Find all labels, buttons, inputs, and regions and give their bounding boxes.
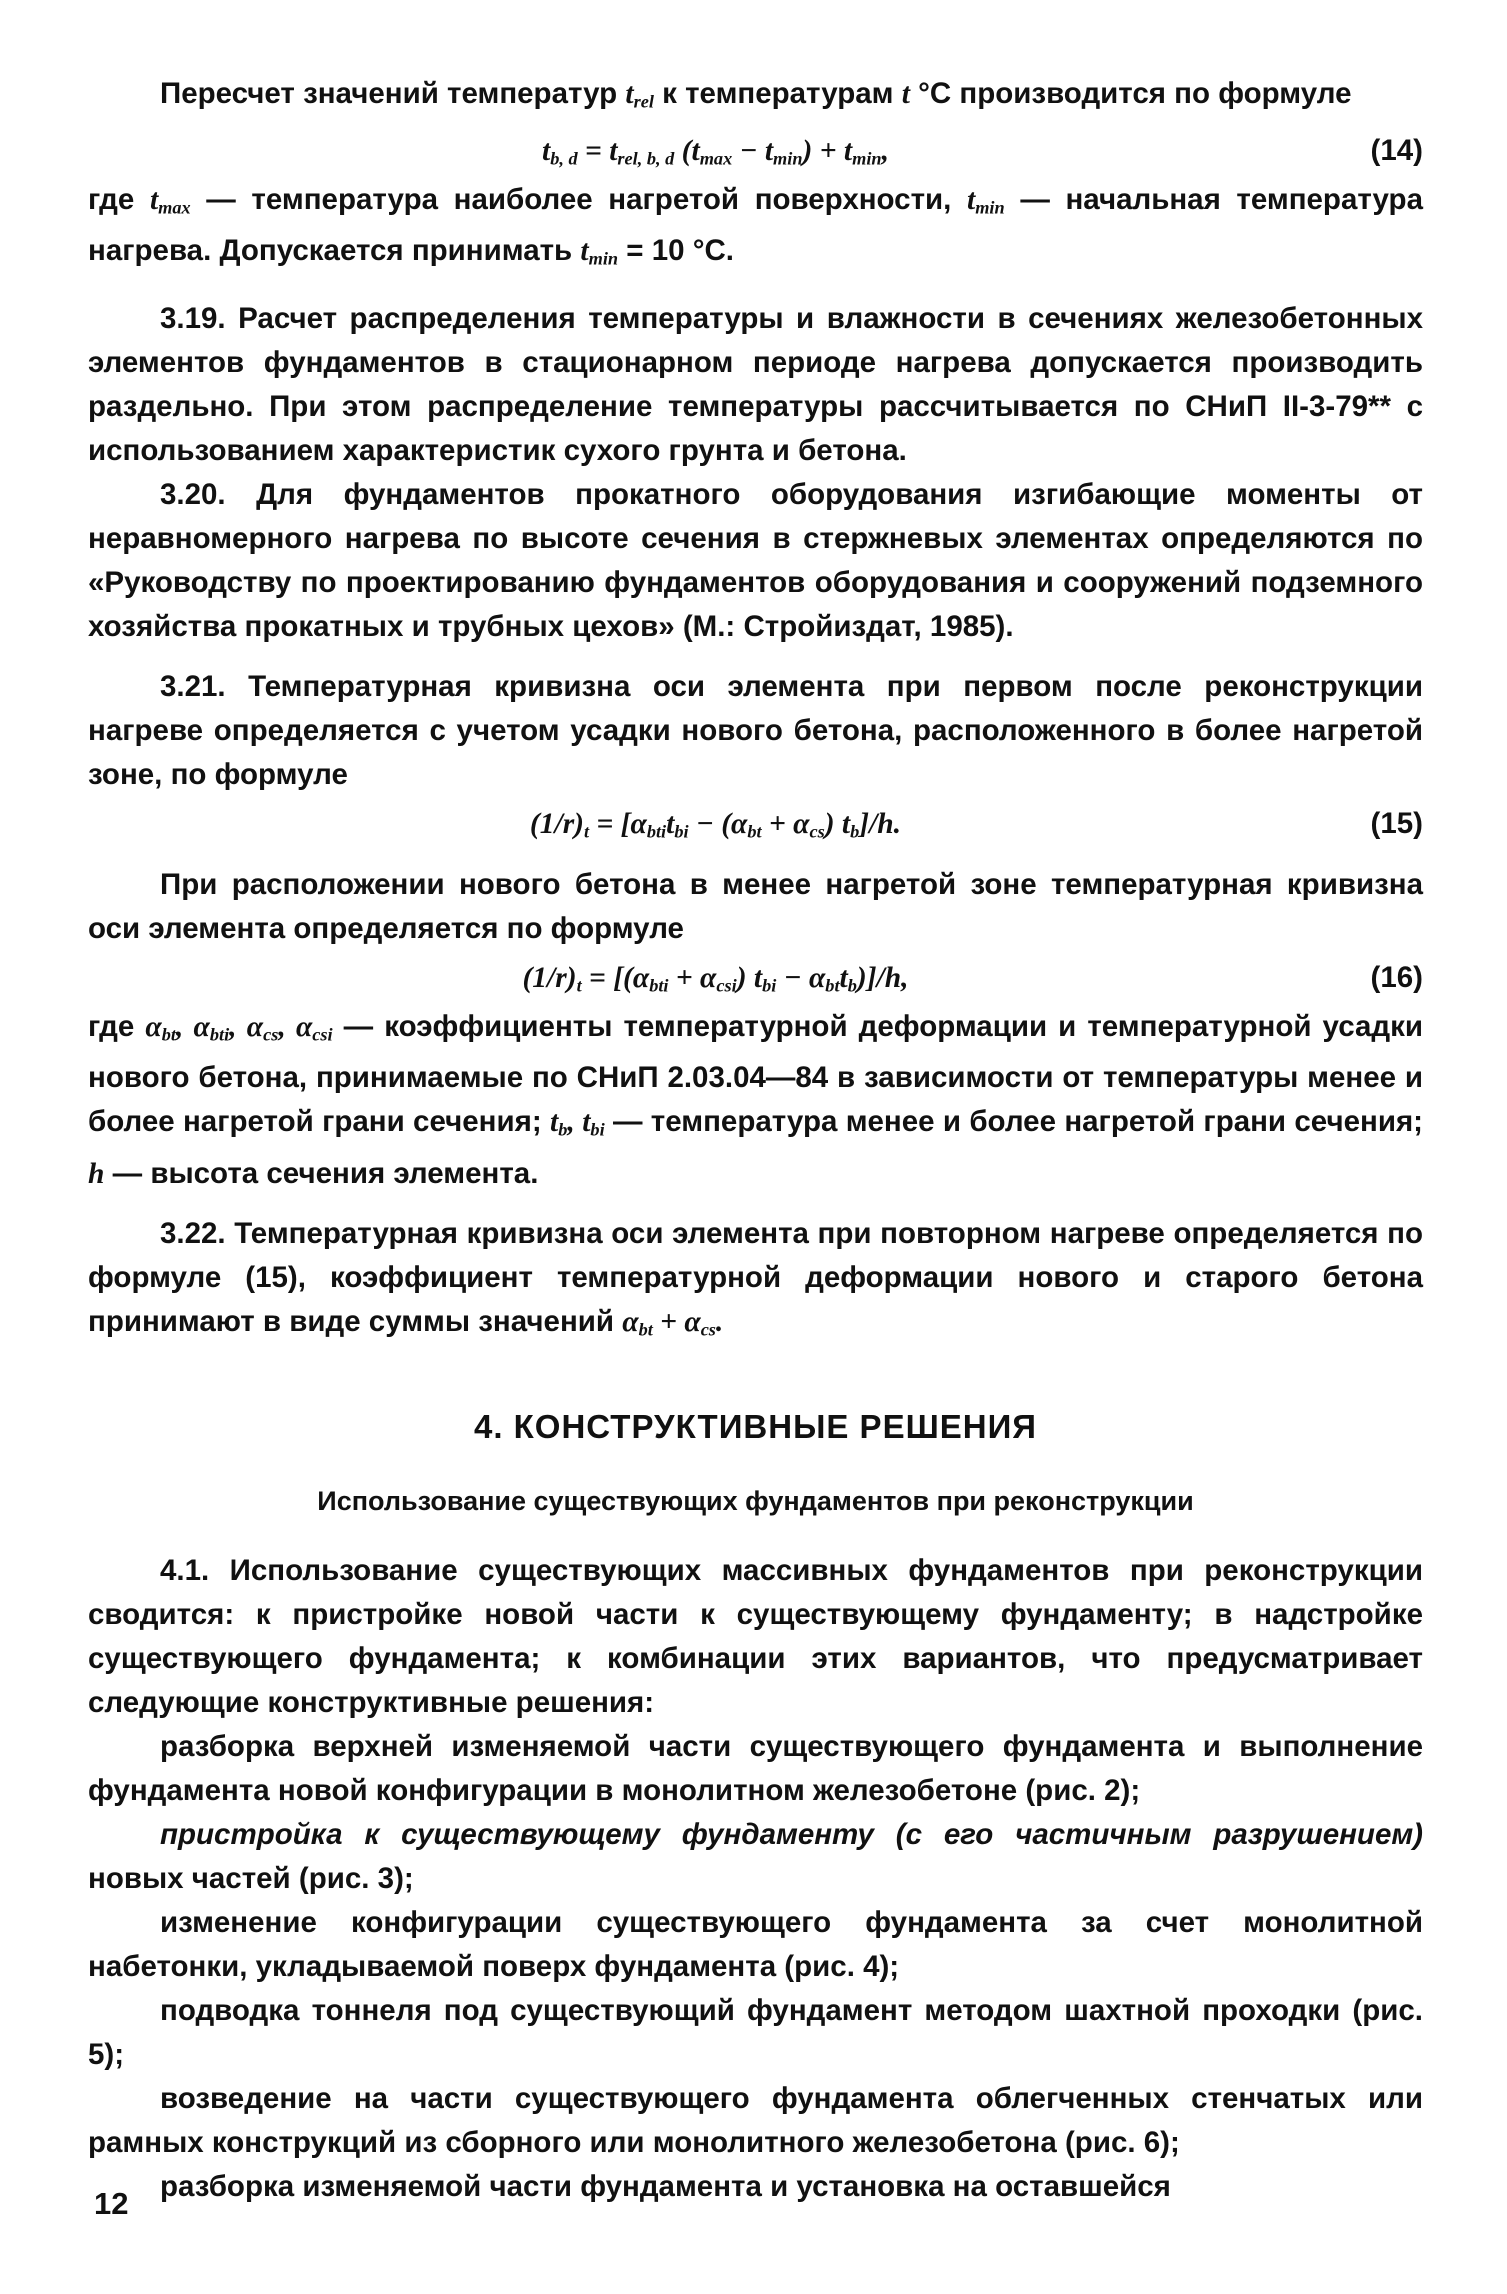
list-item: разборка изменяемой части фундамента и установка на оставшейся bbox=[160, 2170, 1171, 2204]
paragraph-where-14: где $t_{max}$ — температура наиболее нагретой поверхности, $t_{min}$ — начальная температура нагрева. Допускается принимать $t_{min} = 10$ °С. bbox=[88, 182, 1423, 269]
paragraph-where-16: где $\alpha_{bt}$, $\alpha_{bti}$, $\alpha_{cs}$, $\alpha_{csi}$ — коэффициенты температурной деформации и температурной усадки нового бетона, принимаемые по СНиП 2.03.04—84 в зависимости от температуры менее и более нагретой грани сечения; $t_b$, $t_{bi}$ — температура менее и более нагретой грани сечения; h — высота сечения элемента. bbox=[88, 1009, 1423, 1190]
paragraph-3-21: 3.21. Температурная кривизна оси элемента при первом после реконструкции нагреве определяется с учетом усадки нового бетона, расположенного в более нагретой зоне, по формуле bbox=[88, 669, 1423, 791]
formula-15: $(1/r)_t = [\alpha_{bti}t_{bi} - (\alpha_{bt} + \alpha_{cs})$ $t_b]/h$. (15) bbox=[88, 801, 1423, 847]
formula-number: (15) bbox=[1370, 806, 1423, 840]
list-item: возведение на части существующего фундамента облегченных стенчатых или рамных конструкций из сборного или монолитного железобетона (рис. 6); bbox=[88, 2082, 1423, 2160]
page-body bbox=[88, 72, 1423, 2209]
section-title: 4. КОНСТРУКТИВНЫЕ РЕШЕНИЯ bbox=[473, 1408, 1038, 1446]
paragraph-3-20: 3.20. Для фундаментов прокатного оборудования изгибающие моменты от неравномерного нагрева по высоте сечения в стержневых элементах определяются по «Руководству по проектированию фундаментов оборудования и сооружений подземного хозяйства прокатных и трубных цехов» (М.: Стройиздат, 1985). bbox=[88, 477, 1423, 643]
list-item: подводка тоннеля под существующий фундамент методом шахтной проходки (рис. 5); bbox=[88, 1994, 1423, 2072]
list-item-italic: пристройка к существующему фундаменту (с его частичным разрушением) новых частей (рис. 3); bbox=[88, 1818, 1423, 1896]
subsection-title: Использование существующих фундаментов при реконструкции bbox=[317, 1486, 1194, 1517]
formula-14: $t_{b, d} = t_{rel, b, d}$ $(t_{max} - t_{min}) + t_{min}$, (14) bbox=[88, 128, 1423, 174]
paragraph-3-19: 3.19. Расчет распределения температуры и влажности в сечениях железобетонных элементов фундаментов в стационарном периоде нагрева допускается производить раздельно. При этом распределение температуры рассчитывается по СНиП II-3-79** с использованием характеристик сухого грунта и бетона. bbox=[88, 301, 1423, 467]
formula-number: (16) bbox=[1370, 960, 1423, 994]
list-item: изменение конфигурации существующего фундамента за счет монолитной набетонки, укладываемой поверх фундамента (рис. 4); bbox=[88, 1906, 1423, 1984]
list-item: разборка верхней изменяемой части существующего фундамента и выполнение фундамента новой конфигурации в монолитном железобетоне (рис. 2); bbox=[88, 1730, 1423, 1808]
paragraph-3-22: 3.22. Температурная кривизна оси элемента при повторном нагреве определяется по формуле (15), коэффициент температурной деформации нового и старого бетона принимают в виде суммы значений $\alpha_{bt} + \alpha_{cs}$. bbox=[88, 1216, 1423, 1340]
paragraph-4-1: 4.1. Использование существующих массивных фундаментов при реконструкции сводится: к пристройке новой части к существующему фундаменту; в надстройке существующего фундамента; к комбинации этих вариантов, что предусматривает следующие конструктивные решения: bbox=[88, 1554, 1423, 1720]
paragraph-conversion: Пересчет значений температур $t_{rel}$ к температурам t °С производится по формуле bbox=[160, 77, 1352, 112]
formula-16: $(1/r)_t = [(\alpha_{bti} + \alpha_{csi}) t_{bi} - \alpha_{bt}t_b)]/h$, (16) bbox=[88, 955, 1423, 1001]
page-number: 12 bbox=[94, 2186, 129, 2221]
paragraph-after-15: При расположении нового бетона в менее нагретой зоне температурная кривизна оси элемента определяется по формуле bbox=[88, 867, 1423, 945]
formula-number: (14) bbox=[1370, 133, 1423, 167]
